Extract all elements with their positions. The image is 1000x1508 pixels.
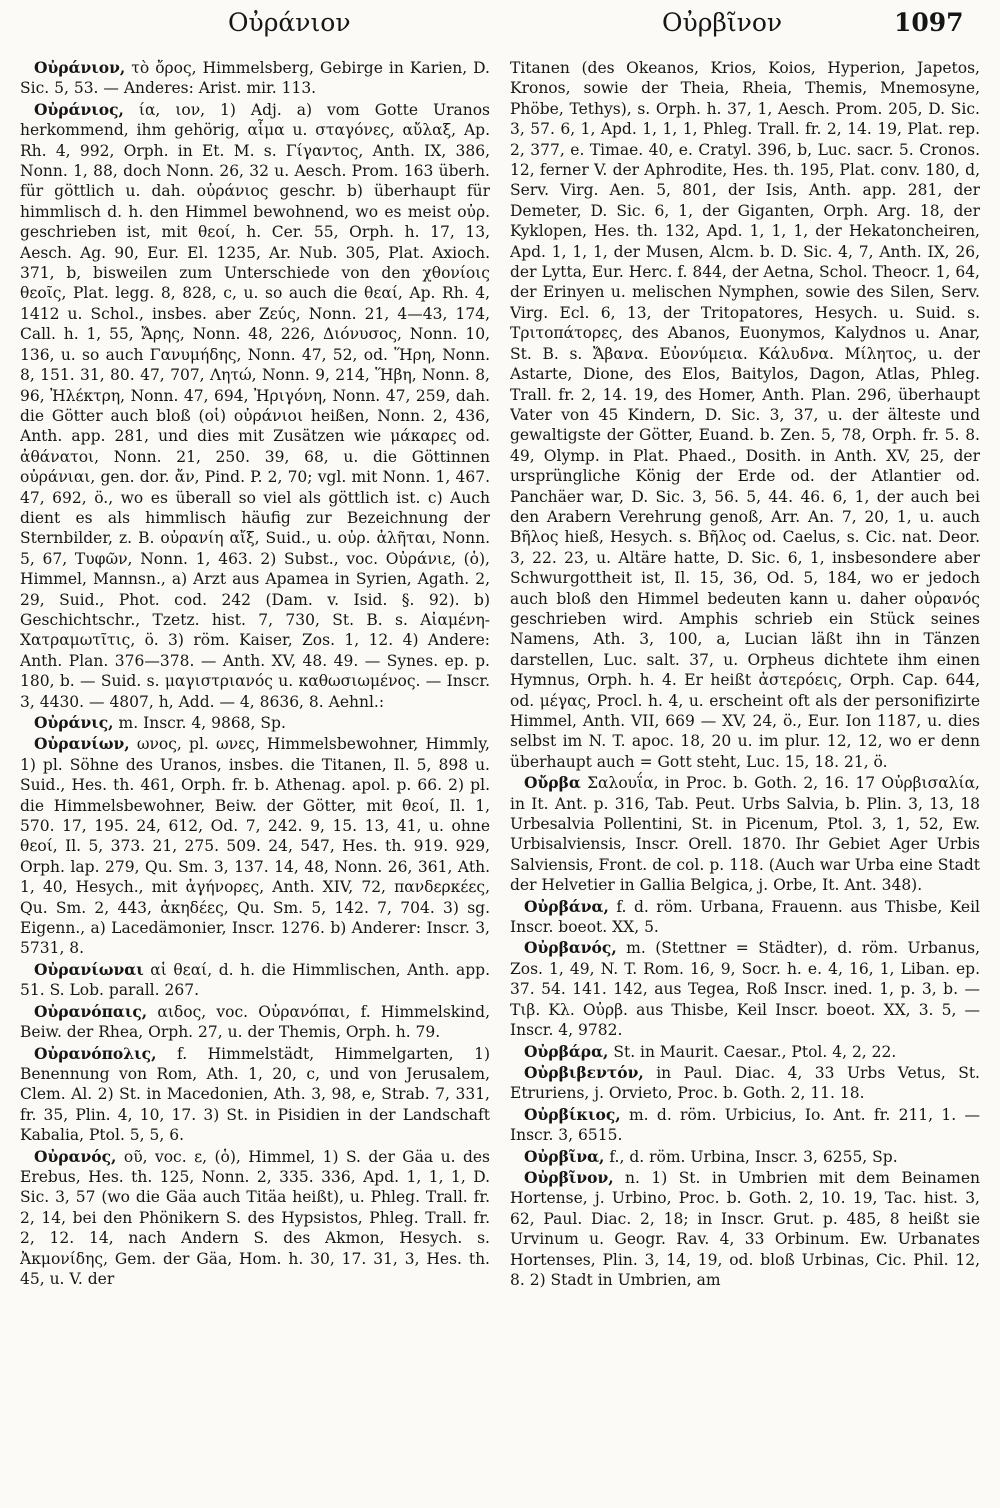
entry-text: St. in Maurit. Caesar., Ptol. 4, 2, 22.	[613, 1042, 897, 1061]
entry-text: τὸ ὄρος, Himmelsberg, Gebirge in Karien, D. Sic. 5, 53. — Anderes: Arist. mir. 113.	[20, 59, 490, 98]
entry-text: f., d. röm. Urbina, Inscr. 3, 6255, Sp.	[609, 1147, 898, 1166]
entry	[510, 773, 980, 895]
page-header	[0, 0, 1000, 56]
entry	[20, 1044, 490, 1146]
entry-headword: Οὐρανίων,	[34, 734, 130, 754]
entry-text: m. (Stettner = Städter), d. röm. Urbanus, Zos. 1, 49, N. T. Rom. 16, 9, Socr. h. e. 4, 16, 1, Liban. ep. 37. 54. 141. 142, aus Tegea, Roß Inscr. ined. 1, p. 3, b. — Τιβ. Κλ. Οὐρβ. aus Thisbe, Keil Inscr. boeot. XX, 3. 5, — Inscr. 4, 9782.	[510, 939, 980, 1040]
page-number: 1097	[894, 8, 964, 37]
entry-text: m. d. röm. Urbicius, Io. Ant. fr. 211, 1. — Inscr. 3, 6515.	[510, 1105, 980, 1145]
entry-headword: Οὐράνιος,	[34, 99, 124, 119]
entry	[510, 1168, 980, 1290]
entry	[510, 1105, 980, 1146]
entry-headword: Οὐρανός,	[34, 1146, 117, 1166]
entry-headword: Οὔρβα	[524, 773, 581, 793]
entry	[20, 1147, 490, 1290]
right-column	[510, 58, 980, 1500]
entry	[20, 713, 490, 733]
entry-text: f. d. röm. Urbana, Frauenn. aus Thisbe, Keil Inscr. boeot. XX, 5.	[510, 897, 980, 937]
entry-text: in Paul. Diac. 4, 33 Urbs Vetus, St. Etruriens, j. Orvieto, Proc. b. Goth. 2, 11. 18.	[510, 1063, 980, 1103]
entry-text: m. Inscr. 4, 9868, Sp.	[118, 714, 286, 732]
entry-headword: Οὐρβανός,	[524, 938, 617, 958]
running-head-left: Οὐράνιον	[228, 8, 351, 37]
entry-text: n. 1) St. in Umbrien mit dem Beinamen Hortense, j. Urbino, Proc. b. Goth. 2, 10. 19, Tac. hist. 3, 62, Paul. Diac. 2, 18; in Inscr. Grut. p. 485, 8 heißt sie Urvinum u. Geogr. Rav. 4, 33 Orbinum. Ew. Urbanates Hortenses, Plin. 3, 14, 19, od. bloß Urbinas, Cic. Phil. 12, 8. 2) Stadt in Umbrien, am	[510, 1168, 980, 1289]
entry-headword: Οὐρβῖνα,	[524, 1146, 605, 1166]
entry	[20, 58, 490, 99]
entry-headword: Οὐρβίκιος,	[524, 1104, 621, 1124]
entry-text: ία, ιον, 1) Adj. a) vom Gotte Uranos herkommend, ihm gehörig, αἷμα u. σταγόνες, αὔλαξ, Ap. Rh. 4, 992, Orph. in Et. M. s. Γίγαντος, Anth. IX, 386, Nonn. 1, 88, doch Nonn. 26, 32 u. Aesch. Prom. 163 überh. für göttlich u. dah. οὐράνιος geschr. b) überhaupt für himmlisch d. h. den Himmel bewohnend, wo es meist οὐρ. geschrieben ist, mit θεοί, h. Cer. 55, Orph. h. 17, 13, Aesch. Ag. 90, Eur. El. 1235, Ar. Nub. 305, Plat. Axioch. 371, b, bisweilen zum Unterschiede von den χθονίοις θεοῖς, Plat. legg. 8, 828, c, u. so auch die θεαί, Ap. Rh. 4, 1412 u. Schol., insbes. aber Ζεύς, Nonn. 21, 4—43, 174, Call. h. 1, 55, Ἄρης, Nonn. 48, 226, Διόνυσος, Nonn. 10, 136, u. so auch Γανυμήδης, Nonn. 47, 52, od. Ἥρη, Nonn. 8, 151. 31, 80. 47, 707, Λητώ, Nonn. 9, 214, Ἥβη, Nonn. 8, 96, Ἠλέκτρη, Nonn. 47, 694, Ἠριγόνη, Nonn. 47, 259, dah. die Götter auch bloß (οἱ) οὐράνιοι heißen, Nonn. 2, 436, Anth. app. 281, und dies mit Zusätzen wie μάκαρες od. ἀθάνατοι, Nonn. 21, 250. 39, 68, u. die Göttinnen οὐράνιαι, gen. dor. ἄν, Pind. P. 2, 70; vgl. mit Nonn. 1, 467. 47, 692, ö., wo es überall so viel als göttlich ist. c) Auch dient es als himmlisch häufig zur Bezeichnung der Sternbilder, z. B. οὐρανίη αἴξ, Suid., u. οὐρ. ἀλῆται, Nonn. 5, 67, Τυφῶν, Nonn. 1, 463. 2) Subst., voc. Οὐράνιε, (ὁ), Himmel, Mannsn., a) Arzt aus Apamea in Syrien, Agath. 2, 29, Suid., Phot. cod. 242 (Dam. v. Isid. §. 92). b) Geschichtschr., Tzetz. hist. 7, 730, St. B. s. Αἰαμένη-Χατραμωτῖτις, ö. 3) röm. Kaiser, Zos. 1, 12. 4) Andere: Anth. Plan. 376—378. — Anth. XV, 48. 49. — Synes. ep. p. 180, b. — Suid. s. μαγιστριανός u. καθωσιωμένος. — Inscr. 3, 4430. — 4807, h, Add. — 4, 8636, 8. Aehnl.:	[20, 100, 490, 711]
entry	[510, 897, 980, 938]
entry-headword: Οὐρβῖνον,	[524, 1167, 614, 1187]
entry	[20, 734, 490, 958]
entry	[510, 938, 980, 1040]
entry-headword: Οὐρβάνα,	[524, 896, 609, 916]
running-head-right: Οὐρβῖνον	[662, 8, 783, 37]
entry-text: Σαλουΐα, in Proc. b. Goth. 2, 16. 17 Οὐρβισαλία, in It. Ant. p. 316, Tab. Peut. Urbs Salvia, b. Plin. 3, 13, 18 Urbesalvia Pollentini, St. in Picenum, Ptol. 3, 1, 52, Ew. Urbisalviensis, Inscr. Orell. 1870. Ihr Gebiet Ager Urbis Salviensis, Front. de col. p. 118. (Auch war Urba eine Stadt der Helvetier in Gallia Belgica, j. Orbe, It. Ant. 348).	[510, 774, 980, 895]
entry-text: ωνος, pl. ωνες, Himmelsbewohner, Himmly, 1) pl. Söhne des Uranos, insbes. die Titanen, Il. 5, 898 u. Suid., Hes. th. 461, Orph. fr. b. Athenag. apol. p. 66. 2) pl. die Himmelsbewohner, Beiw. der Götter, mit θεοί, Il. 1, 570. 17, 195. 24, 612, Od. 7, 242. 9, 15. 13, 41, u. ohne θεοί, Il. 5, 373. 21, 275. 509. 24, 547, Hes. th. 919. 929, Orph. lap. 279, Qu. Sm. 3, 137. 14, 48, Nonn. 26, 361, Ath. 1, 40, Hesych., mit ἀγήνορες, Anth. XIV, 72, πανδερκέες, Qu. Sm. 2, 443, ἀκηδέες, Qu. Sm. 5, 142. 7, 704. 3) sg. Eigenn., a) Lacedämonier, Inscr. 1276. b) Anderer: Inscr. 3, 5731, 8.	[20, 735, 490, 958]
entry	[20, 1002, 490, 1043]
entry-continued	[510, 58, 980, 772]
entry-text: οῦ, voc. ε, (ὁ), Himmel, 1) S. der Gäa u. des Erebus, Hes. th. 125, Nonn. 2, 335. 336, Apd. 1, 1, 1, D. Sic. 3, 57 (wo die Gäa auch Titäa heißt), u. Phleg. Trall. fr. 2, 14, bei den Phönikern S. des Hypsistos, Phleg. Trall. fr. 2, 12. 14, nach Andern S. des Akmon, Hesych. s. Ἀκμονίδης, Gem. der Gäa, Hom. h. 30, 17. 31, 3, Hes. th. 45, u. V. der	[20, 1147, 490, 1288]
entry	[510, 1147, 980, 1167]
entry-headword: Οὐρανίωναι	[34, 959, 144, 979]
entry	[510, 1042, 980, 1062]
entry-text: f. Himmelstädt, Himmelgarten, 1) Benennung von Rom, Ath. 1, 20, c, und von Jerusalem, Clem. Al. 2) St. in Macedonien, Ath. 3, 98, e, Strab. 7, 331, fr. 35, Plin. 4, 10, 17. 3) St. in Pisidien in der Landschaft Kabalia, Ptol. 5, 5, 6.	[20, 1044, 490, 1145]
left-column	[20, 58, 490, 1500]
entry-text: αιδος, voc. Οὐρανόπαι, f. Himmelskind, Beiw. der Rhea, Orph. 27, u. der Themis, Orph. h. 79.	[20, 1002, 490, 1042]
entry-text: Titanen (des Okeanos, Krios, Koios, Hyperion, Japetos, Kronos, sowie der Theia, Rheia, Themis, Mnemosyne, Phöbe, Tethys), s. Orph. h. 37, 1, Aesch. Prom. 205, D. Sic. 3, 57. 6, 1, Apd. 1, 1, 1, Phleg. Trall. fr. 2, 14. 19, Plat. rep. 2, 377, e. Timae. 40, e. Cratyl. 396, b, Luc. sacr. 5. Cronos. 12, ferner V. der Aphrodite, Hes. th. 195, Plat. conv. 180, d, Serv. Virg. Aen. 5, 801, der Isis, Anth. app. 281, der Demeter, D. Sic. 6, 1, der Giganten, Orph. Arg. 18, der Kyklopen, Hes. th. 132, Apd. 1, 1, 1, der Hekatoncheiren, Apd. 1, 1, 1, der Musen, Alcm. b. D. Sic. 4, 7, Anth. IX, 26, der Lytta, Eur. Herc. f. 844, der Aetna, Schol. Theocr. 1, 64, der Erinyen u. melischen Nymphen, sowie des Silen, Serv. Virg. Ecl. 6, 13, der Tritopatores, Hesych. u. Suid. s. Τριτοπάτορες, des Abanos, Euonymos, Kalydnos u. Anar, St. B. s. Ἄβανα. Εὐονύμεια. Κάλυδνα. Μίλητος, u. der Astarte, Dione, des Elos, Baitylos, Dagon, Atlas, Phleg. Trall. fr. 2, 14. 19, des Homer, Anth. Plan. 296, überhaupt Vater von 45 Kindern, D. Sic. 3, 37, u. der älteste und gewaltigste der Götter, Euand. b. Zen. 5, 78, Orph. fr. 5. 8. 49, Olymp. in Plat. Phaed., Dosith. in Anth. XV, 25, der ursprüngliche König der Erde od. der Atlantier od. Panchäer war, D. Sic. 3, 56. 5, 44. 46. 6, 1, der auch bei den Arabern Verehrung genoß, Arr. An. 7, 20, 1, u. auch Βῆλος hieß, Hesych. s. Βῆλος od. Caelus, s. Cic. nat. Deor. 3, 22. 23, u. Altäre hatte, D. Sic. 6, 1, insbesondere aber Schwurgottheit ist, Il. 15, 36, Od. 5, 184, wo er jedoch auch bloß den Himmel bedeuten kann u. daher οὐρανός geschrieben wird. Amphis schrieb ein Stück seines Namens, Ath. 3, 100, a, Lucian läßt ihn in Tänzen darstellen, Luc. salt. 37, u. Orpheus dichtete ihm einen Hymnus, Orph. h. 4. Er heißt ἀστερόεις, Orph. Cap. 644, od. μέγας, Procl. h. 4, u. erscheint oft als der personifizirte Himmel, Anth. VII, 669 — XV, 24, ö., Eur. Ion 1187, u. dies selbst im N. T. apoc. 18, 20 u. im plur. 12, 12, wo er denn überhaupt auch = Gott steht, Luc. 15, 18. 21, ö.	[510, 59, 980, 771]
entry-headword: Οὐράνις,	[34, 713, 114, 732]
entry-headword: Οὐρανόπαις,	[34, 1001, 148, 1021]
entry	[20, 960, 490, 1001]
entry-headword: Οὐρβιβεντόν,	[524, 1062, 644, 1082]
entry-headword: Οὐρανόπολις,	[34, 1043, 157, 1063]
entry-headword: Οὐράνιον,	[34, 58, 126, 77]
entry	[20, 100, 490, 712]
entry-text: αἱ θεαί, d. h. die Himmlischen, Anth. app. 51. S. Lob. parall. 267.	[20, 960, 490, 1000]
entry-headword: Οὐρβάρα,	[524, 1041, 609, 1061]
entry	[510, 1063, 980, 1104]
